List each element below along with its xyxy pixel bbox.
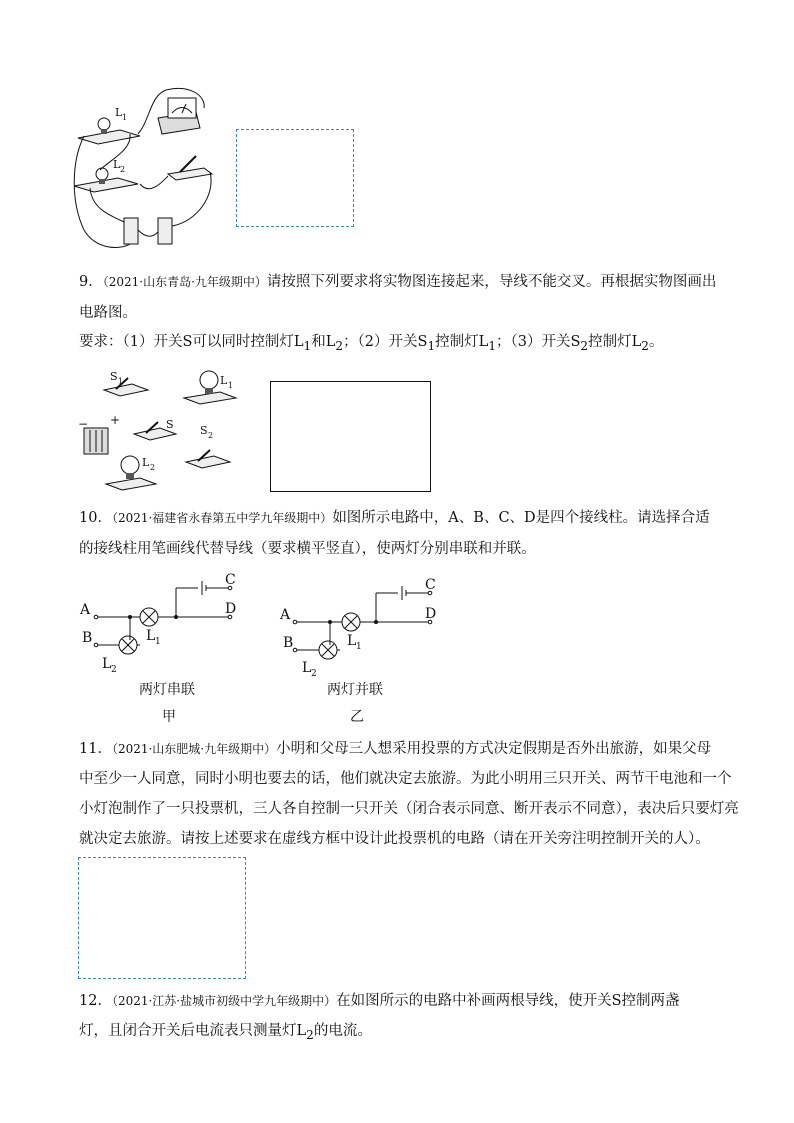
svg-text:2: 2: [311, 669, 317, 679]
q11-line1: 11．（2021·山东肥城·九年级期中）小明和父母三人想采用投票的方式决定假期是否外出旅游，如果父母: [79, 741, 712, 757]
right-tag: 乙: [350, 709, 364, 725]
svg-text:1: 1: [155, 637, 161, 647]
right-terminal-a: A: [280, 607, 291, 623]
q11-line4: 就决定去旅游。请按上述要求在虚线方框中设计此投票机的电路（请在开关旁注明控制开关的人）。: [79, 831, 710, 847]
svg-text:S: S: [200, 424, 208, 437]
left-terminal-a: A: [80, 602, 91, 618]
right-terminal-b: B: [283, 635, 294, 651]
svg-text:S: S: [166, 418, 174, 431]
left-caption: 两灯串联: [139, 682, 195, 698]
svg-text:2: 2: [111, 665, 117, 675]
q11-line2: 中至少一人同意，同时小明也要去的话，他们就决定去旅游。为此小明用三只开关、两节干电池和一个: [79, 771, 732, 787]
svg-text:1: 1: [122, 113, 128, 122]
q12-line1: 12．（2021·江苏·盐城市初级中学九年级期中）在如图所示的电路中补画两根导线，使开关S控制两盏: [79, 993, 680, 1009]
svg-text:1: 1: [118, 377, 124, 386]
svg-text:L: L: [102, 656, 112, 672]
q9-line1: 9．（2021·山东青岛·九年级期中）请按照下列要求将实物图连接起来，导线不能交叉。再根据实物图画出: [79, 274, 717, 290]
top-l1-label: L: [115, 106, 123, 119]
q9-requirements: 要求：（1）开关S可以同时控制灯$L_1$和$L_2$；（2）开关$S_1$控制灯$L_1$；（3）开关$S_2$控制灯$L_2$。: [79, 334, 664, 353]
q9-line2: 电路图。: [79, 305, 137, 321]
svg-text:S: S: [110, 370, 118, 383]
svg-text:2: 2: [208, 431, 214, 440]
left-terminal-c: C: [225, 572, 236, 588]
svg-text:−: −: [78, 417, 89, 431]
svg-text:2: 2: [150, 463, 156, 472]
right-caption: 两灯并联: [327, 682, 383, 698]
svg-text:L: L: [146, 628, 156, 644]
q10-line1: 10．（2021·福建省永春第五中学九年级期中）如图所示电路中，A、B、C、D是四个接线柱。请选择合适: [79, 510, 710, 526]
left-terminal-d: D: [225, 601, 237, 617]
svg-text:+: +: [110, 413, 121, 427]
q11-line3: 小灯泡制作了一只投票机，三人各自控制一只开关（闭合表示同意、断开表示不同意），表决后只要灯亮: [79, 801, 739, 817]
svg-text:L: L: [302, 660, 312, 676]
left-terminal-b: B: [82, 630, 93, 646]
right-terminal-c: C: [425, 577, 436, 593]
svg-text:L: L: [347, 633, 357, 649]
left-tag: 甲: [162, 709, 176, 725]
svg-text:1: 1: [356, 642, 362, 652]
svg-text:1: 1: [228, 381, 234, 390]
svg-text:L: L: [220, 374, 228, 387]
q12-line2: 灯，且闭合开关后电流表只测量灯$L_2$的电流。: [79, 1023, 372, 1042]
top-l2-label: L: [113, 158, 121, 171]
svg-text:L: L: [142, 456, 150, 469]
q10-line2: 的接线柱用笔画线代替导线（要求横平竖直），使两灯分别串联和并联。: [79, 541, 536, 557]
svg-text:2: 2: [120, 165, 126, 174]
right-terminal-d: D: [425, 606, 437, 622]
q11-answer-box: [78, 857, 246, 979]
